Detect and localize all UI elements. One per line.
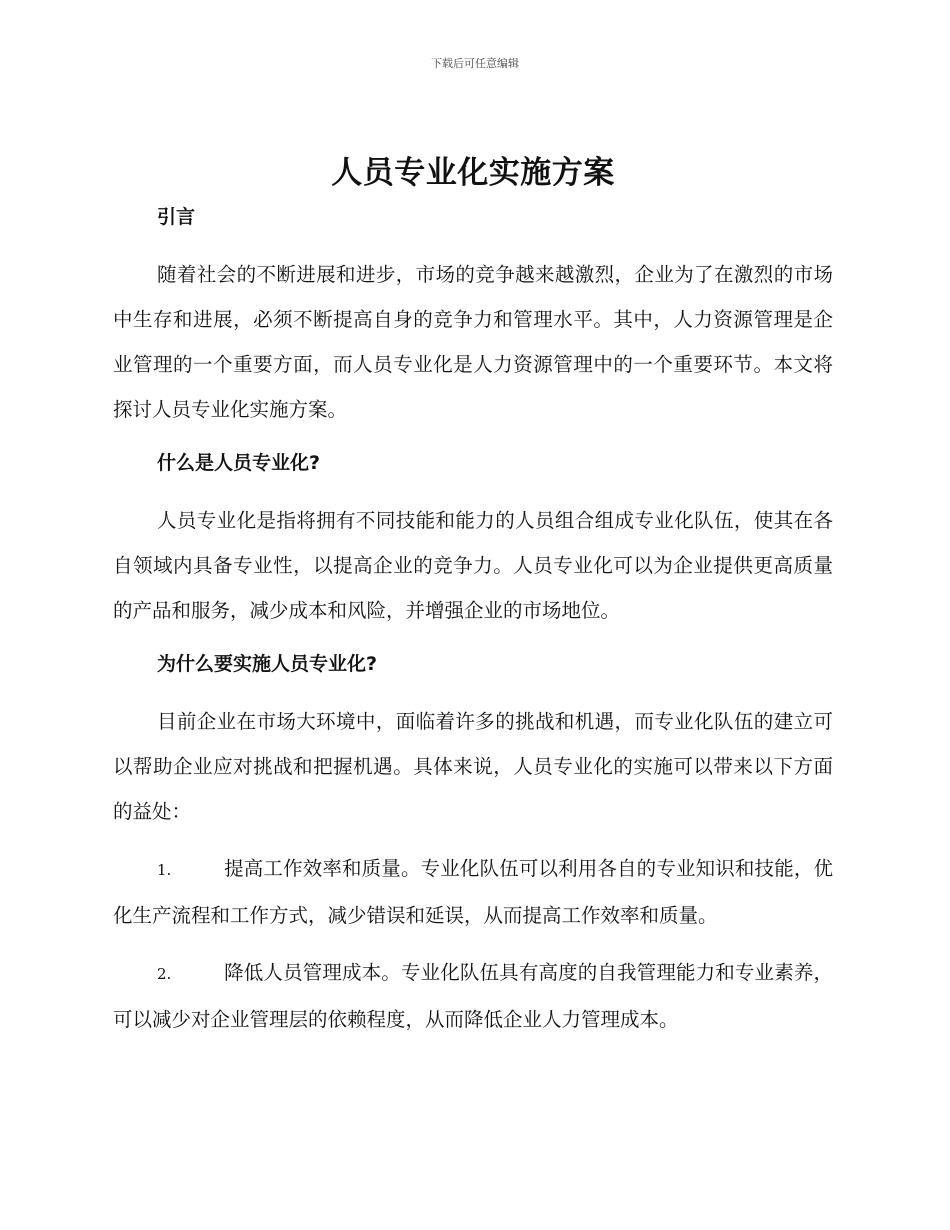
list-item <box>113 846 833 938</box>
section-heading-what: 什么是人员专业化? <box>157 452 321 474</box>
document-title: 人员专业化实施方案 <box>331 155 615 191</box>
list-item-text: 提高工作效率和质量。专业化队伍可以利用各自的专业知识和技能，优化生产流程和工作方式，减少错误和延误，从而提高工作效率和质量。 <box>113 857 833 927</box>
list-number: 1. <box>157 861 172 879</box>
paragraph-why: 目前企业在市场大环境中，面临着许多的挑战和机遇，而专业化队伍的建立可以帮助企业应对挑战和把握机遇。具体来说，人员专业化的实施可以带来以下方面的益处： <box>113 710 833 823</box>
list-number: 2. <box>157 965 172 983</box>
list-item <box>113 950 833 1042</box>
document-content <box>113 148 833 1042</box>
section-heading-intro: 引言 <box>157 206 196 228</box>
paragraph-intro: 随着社会的不断进展和进步，市场的竞争越来越激烈，企业为了在激烈的市场中生存和进展，必须不断提高自身的竞争力和管理水平。其中，人力资源管理是企业管理的一个重要方面，而人员专业化是人力资源管理中的一个重要环节。本文将探讨人员专业化实施方案。 <box>113 263 833 421</box>
paragraph-what: 人员专业化是指将拥有不同技能和能力的人员组合组成专业化队伍，使其在各自领域内具备专业性，以提高企业的竞争力。人员专业化可以为企业提供更高质量的产品和服务，减少成本和风险，并增强企业的市场地位。 <box>113 509 833 622</box>
header-note: 下载后可任意编辑 <box>431 57 519 70</box>
section-heading-why: 为什么要实施人员专业化? <box>157 653 378 675</box>
list-item-text: 降低人员管理成本。专业化队伍具有高度的自我管理能力和专业素养，可以减少对企业管理层的依赖程度，从而降低企业人力管理成本。 <box>113 961 833 1031</box>
